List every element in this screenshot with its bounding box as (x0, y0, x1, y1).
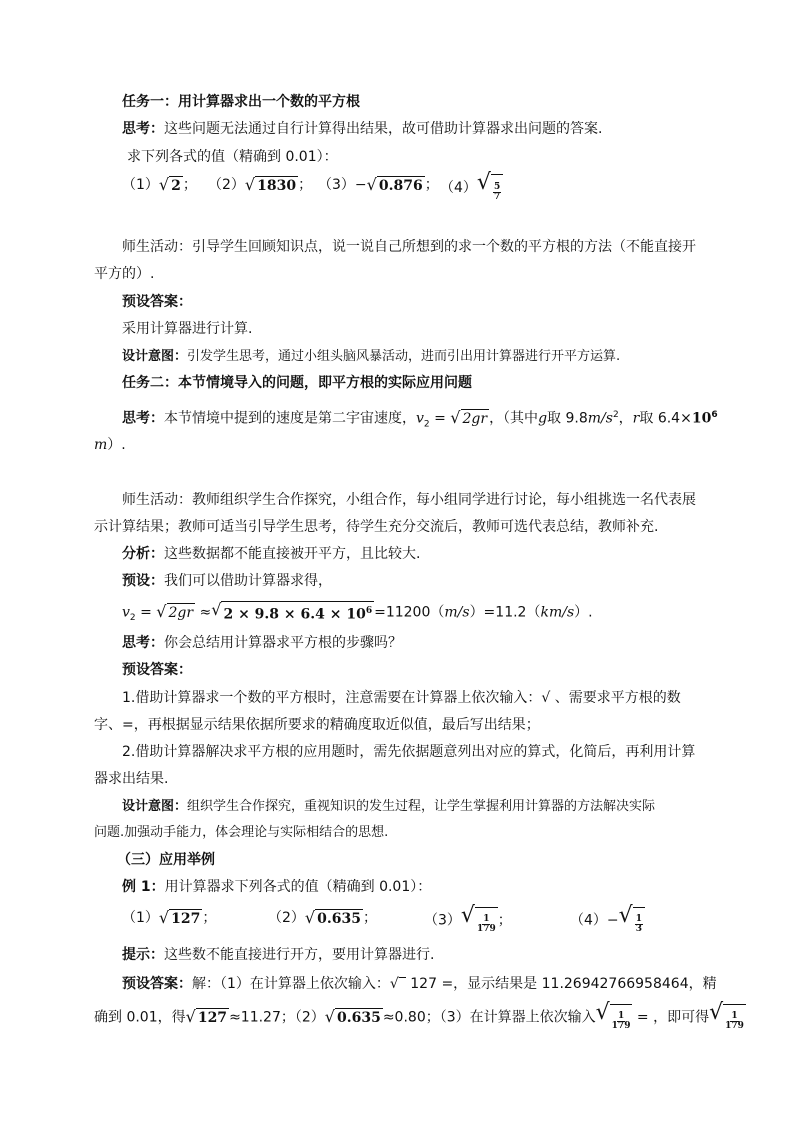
sqrt-symbol: √ 0.635 (304, 907, 361, 927)
sqrt-symbol: √ 127 (158, 907, 201, 927)
example1-item-4: （4）− √ $\frac{1}{3}$ (570, 907, 645, 934)
task1-item-3: （3）− √ 0.876 ； (318, 174, 439, 194)
answer1-label: 预设答案： (122, 294, 192, 310)
activity1-line2: 平方的）. (94, 266, 155, 282)
answer1-text: 采用计算器进行计算. (122, 321, 253, 337)
section3-title: （三）应用举例 (117, 852, 215, 868)
activity1-line1: 师生活动：引导学生回顾知识点，说一说自己所想到的求一个数的平方根的方法（不能直接开 (122, 239, 696, 255)
sqrt-symbol: √ $\frac{1}{179}$ (709, 1000, 744, 1031)
task1-prompt: 求下列各式的值（精确到 0.01）： (127, 149, 338, 165)
design2-line2: 问题.加强动手能力，体会理论与实际相结合的思想. (94, 825, 389, 840)
sqrt-symbol: √ 2 (158, 174, 181, 194)
answer2-step2b: 器求出结果. (94, 771, 169, 787)
example1: 例 1：用计算器求下列各式的值（精确到 0.01）： (122, 879, 432, 895)
sqrt-symbol: √ 1830 (244, 174, 297, 194)
sqrt-symbol: √ 0.876 (366, 174, 423, 194)
task1-item-1: （1） √ 2 ； (122, 174, 197, 194)
activity2-line1: 师生活动：教师组织学生合作探究，小组合作，每小组同学进行讨论，每小组挑选一名代表展 (122, 492, 696, 508)
example1-item-3: （3） √ $\frac{1}{179}$ ； (424, 903, 512, 934)
task2-think-end: m）. (94, 437, 126, 453)
think3: 思考：你会总结用计算器求平方根的步骤吗？ (122, 635, 402, 651)
sqrt-symbol: √ $\frac{1}{179}$ (595, 1000, 631, 1031)
preset: 预设：我们可以借助计算器求得， (122, 573, 332, 589)
activity2-line2: 示计算结果；教师可适当引导学生思考，待学生充分交流后，教师可选代表总结，教师补充. (94, 519, 659, 535)
task1-title: 任务一：用计算器求出一个数的平方根 (122, 94, 360, 110)
task2-title: 任务二：本节情境导入的问题，即平方根的实际应用问题 (122, 375, 472, 391)
sqrt-symbol: √ $\frac{5}{7}$ (477, 174, 503, 202)
sqrt-symbol: √ 2gr (450, 408, 488, 428)
example1-item-2: （2） √ 0.635 ； (268, 907, 377, 927)
example1-item-1: （1） √ 127 ； (122, 907, 217, 927)
task2-think: 思考：本节情境中提到的速度是第二宇宙速度，$v_2$ = √ 2gr ，（其中g取 $9.8m/s^2$，r取 $6.4\times 10^6$ (122, 408, 718, 430)
sqrt-symbol: √ $2 \times 9.8 \times 6.4 \times 10^6$ (211, 600, 373, 623)
answer2-step2a: 2.借助计算器解决求平方根的应用题时，需先依据题意列出对应的算式，化简后，再利用计算 (122, 744, 696, 760)
task1-think: 思考：这些问题无法通过自行计算得出结果，故可借助计算器求出问题的答案. (122, 121, 603, 137)
answer2-step1b: 字、=，再根据显示结果依据所要求的精确度取近似值，最后写出结果； (94, 717, 540, 733)
answer2-step1a: 1.借助计算器求一个数的平方根时，注意需要在计算器上依次输入：√ 、需要求平方根的数 (122, 690, 681, 706)
velocity-formula: $v_2$ = √ 2gr ≈ √ $2 \times 9.8 \times 6.4 \times 10^6$ =11200（m/s）=11.2（km/s）. (122, 600, 593, 624)
task1-item-4: （4） √ $\frac{5}{7}$ (440, 174, 503, 202)
sqrt-symbol: √ $\frac{1}{3}$ (619, 907, 645, 934)
answer3-line1: 预设答案：解：（1）在计算器上依次输入：√‾ 127 =，显示结果是 11.26942766958464，精 (122, 976, 717, 992)
sqrt-symbol: √ 2gr (156, 601, 194, 621)
hint: 提示：这些数不能直接进行开方，要用计算器进行. (122, 947, 435, 963)
analysis: 分析：这些数据都不能直接被开平方，且比较大. (122, 546, 421, 562)
task1-item-2: （2） √ 1830 ； (208, 174, 313, 194)
design1: 设计意图：引发学生思考，通过小组头脑风暴活动，进而引出用计算器进行开平方运算. (122, 349, 621, 364)
answer2-label: 预设答案： (122, 662, 192, 678)
design2-line1: 设计意图：组织学生合作探究，重视知识的发生过程，让学生掌握利用计算器的方法解决实际 (122, 799, 656, 814)
sqrt-symbol: √ $\frac{1}{179}$ (460, 903, 496, 934)
sqrt-symbol: √ 0.635 (324, 1007, 381, 1026)
sqrt-symbol: √ 127 (185, 1007, 228, 1026)
answer3-line2: 确到 0.01，得 √ 127 ≈11.27；（2） √ 0.635 ≈0.80；（3）在计算器上依次输入 √ $\frac{1}{179}$ = ，即可得 √ $\frac{1}{179}$ (94, 1000, 744, 1031)
